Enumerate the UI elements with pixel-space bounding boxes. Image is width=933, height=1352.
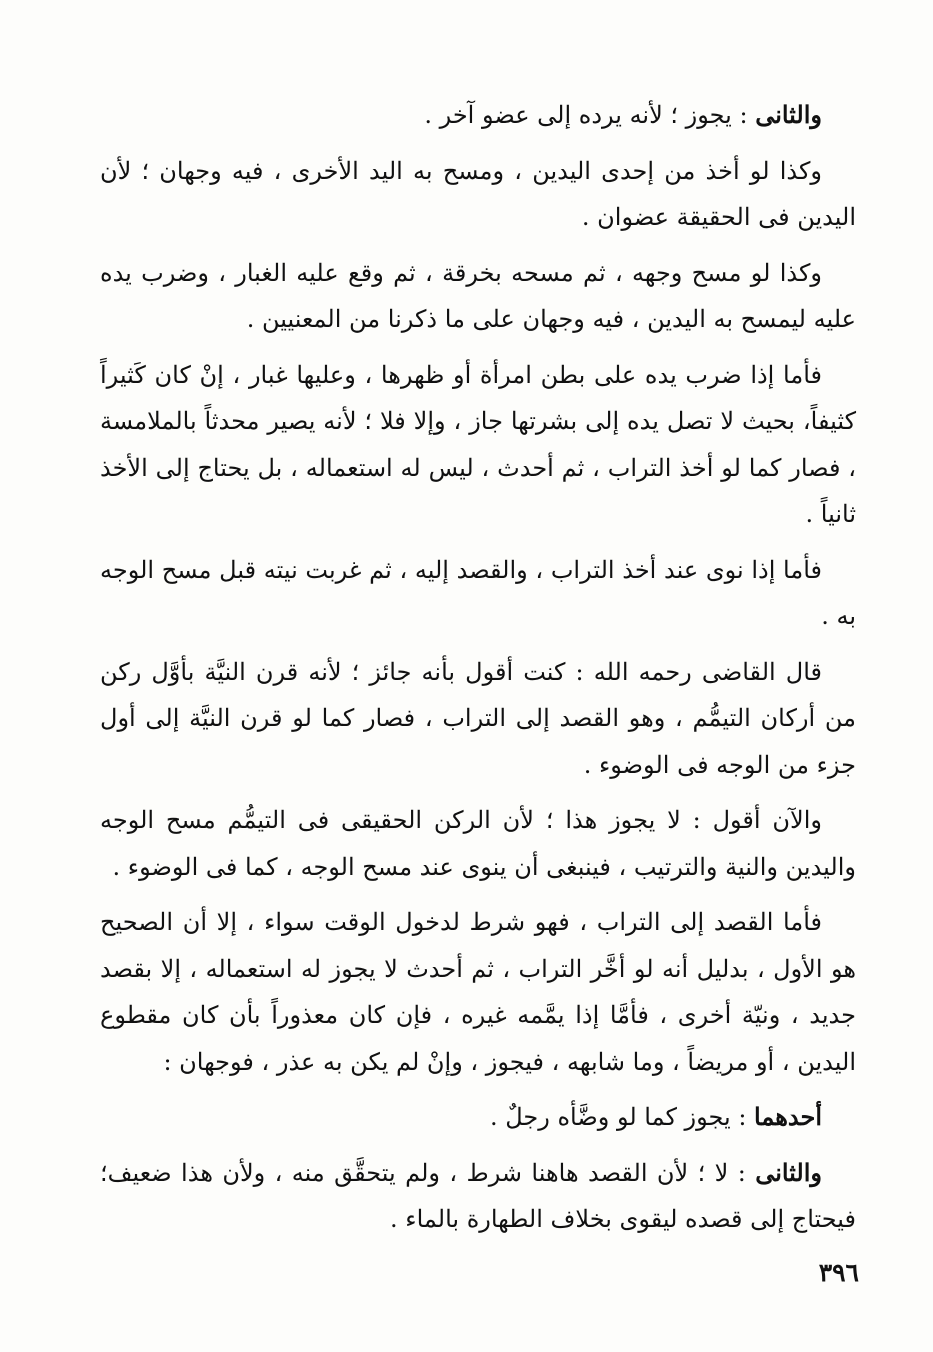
paragraph-1 xyxy=(100,92,856,139)
paragraph-text: قال القاضى رحمه الله : كنت أقول بأنه جائز ؛ لأنه قرن النيَّة بأوَّل ركن من أركان التيمُّم ، وهو القصد إلى التراب ، فصار كما لو قرن النيَّة إلى أول جزء من الوجه فى الوضوء . xyxy=(100,657,856,779)
paragraph-lead: أحدهما xyxy=(754,1102,822,1131)
paragraph-7 xyxy=(100,797,856,890)
paragraph-3 xyxy=(100,250,856,343)
paragraph-text: : يجوز كما لو وضَّأه رجلٌ . xyxy=(489,1103,755,1131)
paragraph-9 xyxy=(100,1094,856,1141)
paragraph-5 xyxy=(100,547,856,640)
paragraph-8 xyxy=(100,899,856,1085)
paragraph-text: فأما إذا نوى عند أخذ التراب ، والقصد إليه ، ثم غربت نيته قبل مسح الوجه به . xyxy=(100,555,856,630)
paragraph-text: وكذا لو أخذ من إحدى اليدين ، ومسح به اليد الأخرى ، فيه وجهان ؛ لأن اليدين فى الحقيقة عضوان . xyxy=(100,156,856,231)
paragraph-lead: والثانى xyxy=(755,1157,822,1187)
page-number: ٣٩٦ xyxy=(818,1258,859,1287)
page-body xyxy=(100,92,856,1252)
paragraph-text: والآن أقول : لا يجوز هذا ؛ لأن الركن الحقيقى فى التيمُّم مسح الوجه واليدين والنية والترتيب ، فينبغى أن ينوى عند مسح الوجه ، كما فى الوضوء . xyxy=(100,806,856,881)
paragraph-4 xyxy=(100,352,856,538)
paragraph-text: وكذا لو مسح وجهه ، ثم مسحه بخرقة ، ثم وقع عليه الغبار ، وضرب يده عليه ليمسح به اليدين ، فيه وجهان على ما ذكرنا من المعنيين . xyxy=(100,258,856,333)
paragraph-text: فأما القصد إلى التراب ، فهو شرط لدخول الوقت سواء ، إلا أن الصحيح هو الأول ، بدليل أنه لو أخَّر التراب ، ثم أحدث لا يجوز له استعماله ، إلا بقصد جديد ، ونيّة أخرى ، فأمَّا إذا يمَّمه غيره ، فإن كان معذوراً بأن كان مقطوع اليدين ، أو مريضاً ، وما شابهه ، فيجوز ، وإنْ لم يكن به عذر ، فوجهان : xyxy=(100,908,856,1076)
paragraph-lead: والثانى xyxy=(755,100,822,129)
paragraph-text: : لا ؛ لأن القصد هاهنا شرط ، ولم يتحقَّق منه ، ولأن هذا ضعيف؛ فيحتاج إلى قصده ليقوى بخلاف الطهارة بالماء . xyxy=(100,1158,856,1233)
paragraph-text: : يجوز ؛ لأنه يرده إلى عضو آخر . xyxy=(424,101,756,129)
paragraph-text: فأما إذا ضرب يده على بطن امرأة أو ظهرها ، وعليها غبار ، إنْ كان كَثيراً كثيفاً، بحيث لا تصل يده إلى بشرتها جاز ، وإلا فلا ؛ لأنه يصير محدثاً بالملامسة ، فصار كما لو أخذ التراب ، ثم أحدث ، ليس له استعماله ، بل يحتاج إلى الأخذ ثانياً . xyxy=(100,360,856,528)
paragraph-2 xyxy=(100,148,856,241)
paragraph-6 xyxy=(100,649,856,789)
paragraph-10 xyxy=(100,1150,856,1243)
